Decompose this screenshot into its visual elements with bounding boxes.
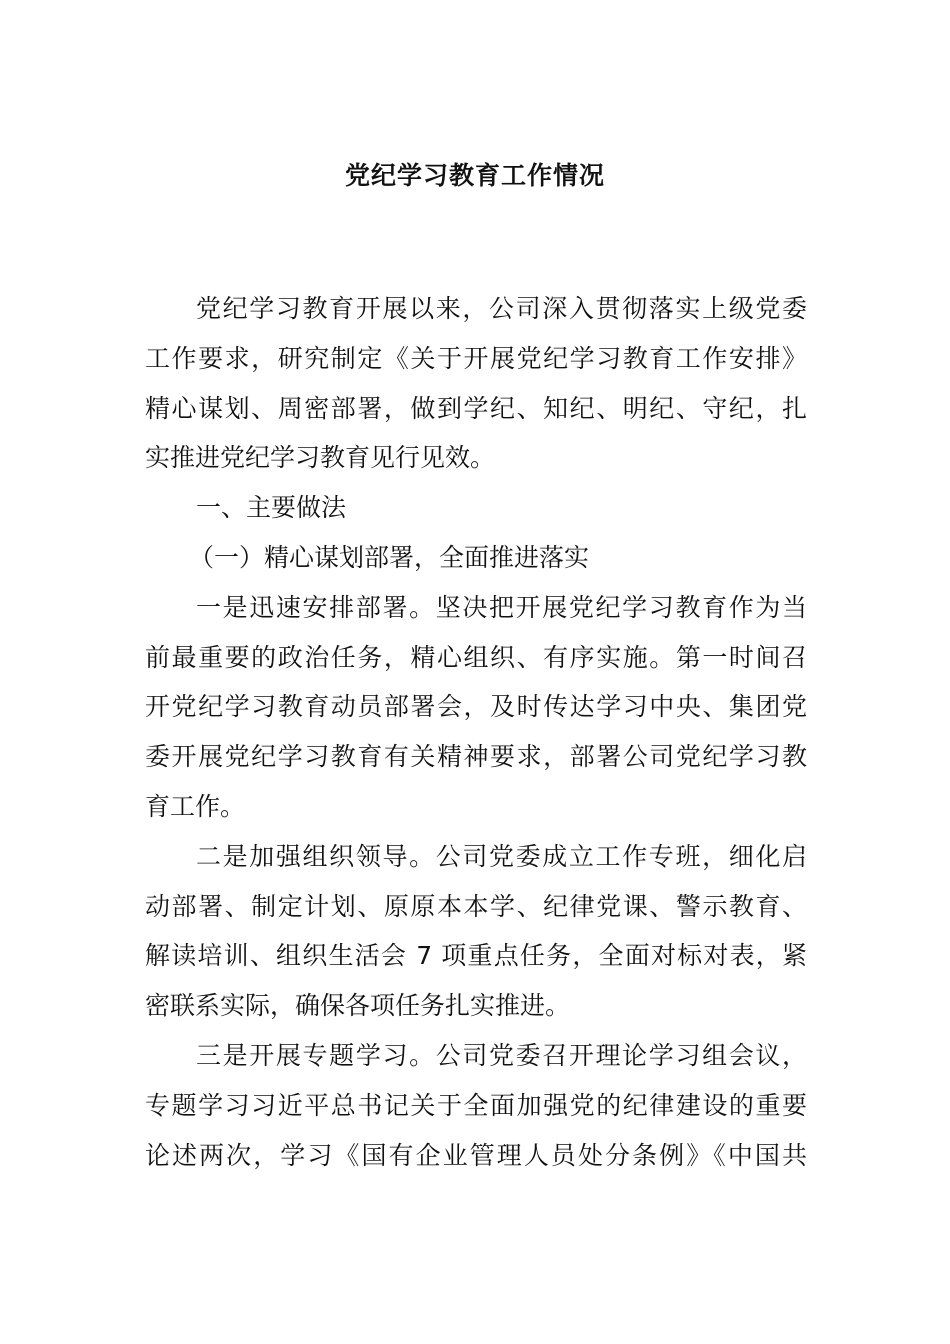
text-line: 三是开展专题学习。公司党委召开理论学习组会议， [196,1040,807,1070]
paragraph-item-two [145,832,807,1031]
text-line: 论述两次，学习《国有企业管理人员处分条例》《中国共 [145,1140,807,1170]
section-heading [145,483,807,533]
paragraph-item-one [145,583,807,832]
text-line: 一、主要做法 [196,493,347,523]
text-line: 前最重要的政治任务，精心组织、有序实施。第一时间召 [145,642,807,672]
text-line: 育工作。 [145,791,246,821]
paragraph-item-three [145,1031,807,1180]
text-line: 实推进党纪学习教育见行见效。 [145,443,496,473]
text-line: 一是迅速安排部署。坚决把开展党纪学习教育作为当 [196,592,807,622]
document-title: 党纪学习教育工作情况 [344,161,605,190]
paragraph-intro [145,284,807,483]
document-body [145,284,807,1180]
text-line: 动部署、制定计划、原原本本学、纪律党课、警示教育、 [145,891,807,921]
text-line: 专题学习习近平总书记关于全面加强党的纪律建设的重要 [145,1090,807,1120]
text-line: 密联系实际，确保各项任务扎实推进。 [145,991,571,1021]
text-line: 委开展党纪学习教育有关精神要求，部署公司党纪学习教 [145,742,807,772]
text-line: 党纪学习教育开展以来，公司深入贯彻落实上级党委 [196,294,807,323]
text-line: 开党纪学习教育动员部署会，及时传达学习中央、集团党 [145,692,807,722]
text-line: （一）精心谋划部署，全面推进落实 [189,542,590,572]
text-line: 解读培训、组织生活会 7 项重点任务，全面对标对表，紧 [145,941,807,971]
subsection-heading [145,533,807,583]
text-line: 二是加强组织领导。公司党委成立工作专班，细化启 [196,841,807,871]
text-line: 精心谋划、周密部署，做到学纪、知纪、明纪、守纪，扎 [145,393,807,423]
text-line: 工作要求，研究制定《关于开展党纪学习教育工作安排》 [145,343,807,373]
